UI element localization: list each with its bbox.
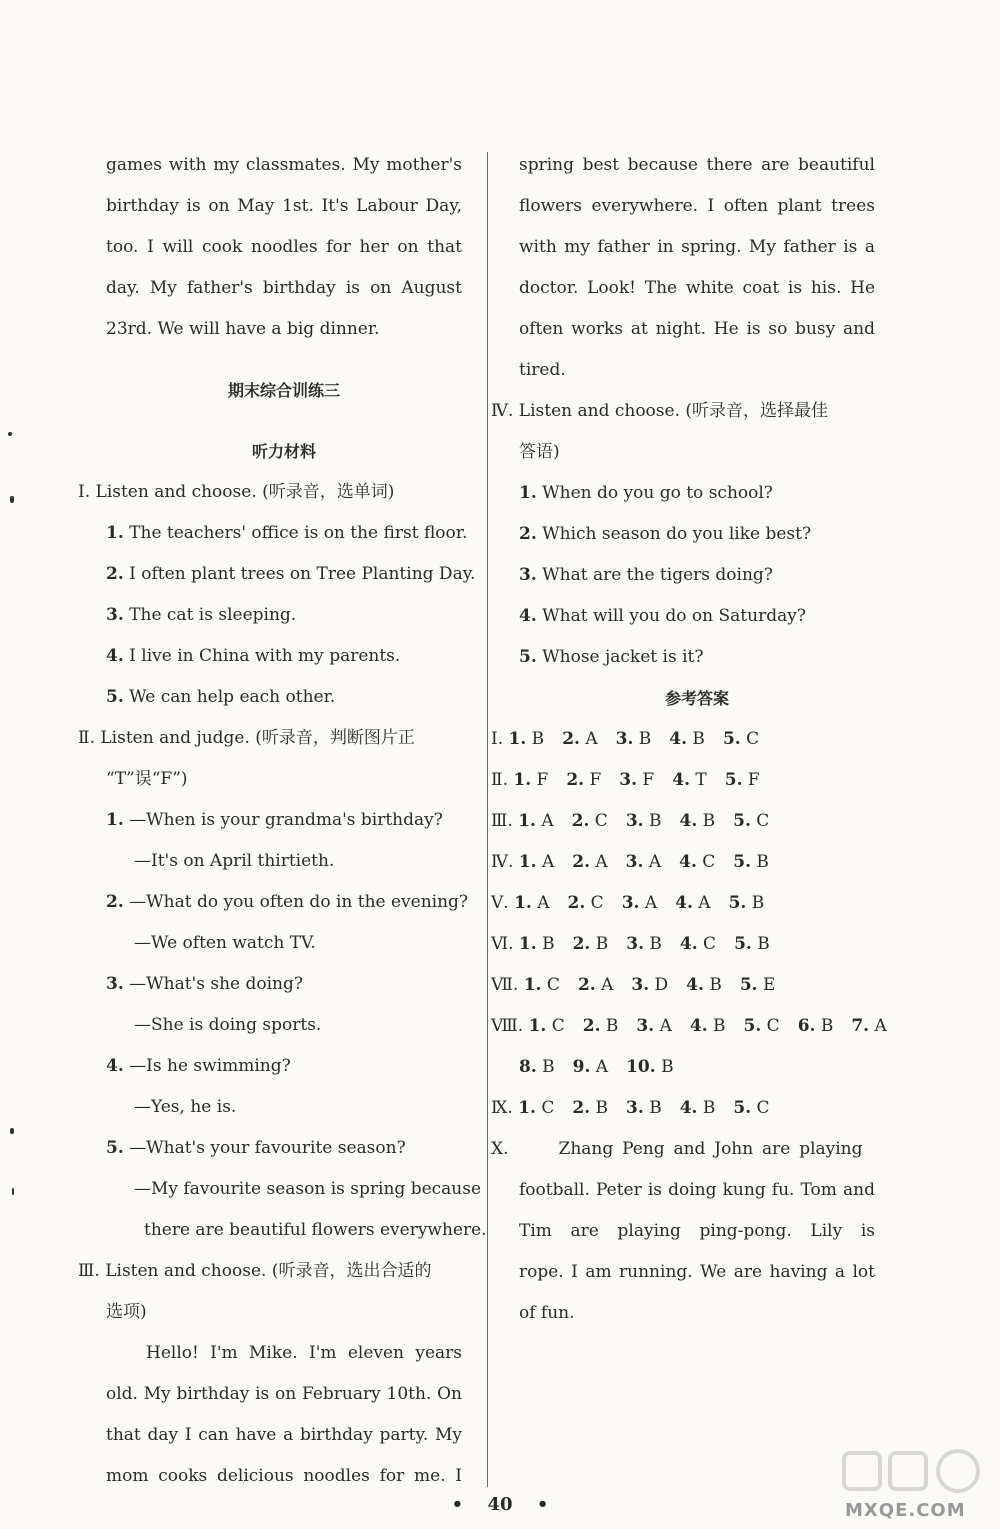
answer-number: 4.: [679, 852, 697, 872]
answer-value: C: [740, 729, 760, 749]
answer-number: 5.: [733, 811, 751, 831]
answer-number: 2.: [572, 934, 591, 954]
bullet-icon: •: [451, 1494, 464, 1515]
text-line: tired.: [519, 360, 566, 380]
text-line: day. My father's birthday is on August: [106, 278, 462, 298]
answer-value: B: [746, 893, 765, 913]
item-text: When do you go to school?: [542, 483, 773, 503]
section-numeral: Ⅲ: [78, 1261, 95, 1281]
section-numeral: Ⅳ: [491, 401, 508, 421]
section-title-text: . Listen and choose. (听录音，选择最佳: [507, 401, 829, 421]
answer-value: B: [655, 1057, 674, 1077]
answer-number: 7.: [851, 1016, 870, 1036]
scan-mark: [10, 496, 14, 503]
item-number: 4.: [106, 1056, 124, 1076]
answer-row: Ⅳ. 1. A 2. A 3. A 4. C 5. B: [491, 852, 769, 872]
answer-value: B: [536, 1057, 555, 1077]
answer-value: B: [600, 1016, 619, 1036]
text-line: too. I will cook noodles for her on that: [106, 237, 462, 257]
answer-value: B: [697, 1098, 716, 1118]
item-text: —Is he swimming?: [129, 1056, 291, 1076]
dialog-answer: —We often watch TV.: [134, 933, 316, 953]
answer-value: A: [639, 893, 658, 913]
answer-numeral: Ⅸ: [491, 1098, 508, 1118]
answer-value: A: [595, 975, 614, 995]
answer-value: A: [590, 1057, 609, 1077]
answer-value: A: [531, 893, 550, 913]
answer-row: Ⅶ. 1. C 2. A 3. D 4. B 5. E: [491, 975, 776, 995]
item-number: 5.: [519, 647, 537, 667]
section-title-cont: “T”误“F”): [106, 769, 188, 789]
item-text: —When is your grandma's birthday?: [129, 810, 443, 830]
answer-value: B: [643, 1098, 662, 1118]
dialog-answer: —Yes, he is.: [134, 1097, 237, 1117]
item-text: Which season do you like best?: [542, 524, 812, 544]
item-number: 1.: [106, 523, 124, 543]
answer-value: F: [531, 770, 549, 790]
paragraph-line: of fun.: [519, 1303, 575, 1323]
answer-number: 1.: [513, 770, 532, 790]
answer-number: 3.: [626, 1098, 644, 1118]
answer-value: A: [589, 852, 608, 872]
scan-mark: [10, 1128, 14, 1134]
answer-row: Ⅷ. 1. C 2. B 3. A 4. B 5. C 6. B 7. A: [491, 1016, 887, 1036]
text-line: often works at night. He is so busy and: [519, 319, 875, 339]
answer-number: 5.: [734, 934, 752, 954]
dialog-question: [106, 882, 469, 923]
answer-numeral: Ⅴ: [491, 893, 504, 913]
item-number: 2.: [519, 524, 537, 544]
item-text: We can help each other.: [129, 687, 336, 707]
answer-numeral: Ⅱ: [491, 770, 503, 790]
column-divider: [487, 152, 488, 1487]
answer-number: 5.: [743, 1016, 762, 1036]
item-text: Whose jacket is it?: [542, 647, 704, 667]
section-title: [78, 472, 462, 513]
section-numeral: Ⅱ: [78, 728, 90, 748]
section-title: [491, 1129, 875, 1170]
list-item: [106, 677, 462, 718]
answer-value: C: [751, 1098, 770, 1118]
answer-value: C: [696, 852, 716, 872]
answer-numeral: Ⅳ: [491, 852, 508, 872]
section-title-cont: 答语): [519, 442, 560, 462]
section-title-text: . Listen and choose. (听录音，选出合适的: [94, 1261, 432, 1281]
answer-value: T: [689, 770, 707, 790]
section-title-cont: 选项): [106, 1302, 147, 1322]
answer-number: 3.: [625, 852, 644, 872]
answer-value: A: [643, 852, 662, 872]
answer-number: 4.: [679, 811, 698, 831]
answers-heading: 参考答案: [664, 689, 729, 708]
answer-numeral: Ⅰ: [491, 729, 498, 749]
answer-value: C: [535, 1098, 555, 1118]
item-text: The teachers' office is on the first floor.: [129, 523, 468, 543]
answer-number: 1.: [518, 934, 537, 954]
answer-number: 6.: [797, 1016, 816, 1036]
answer-value: A: [654, 1016, 672, 1036]
list-item: [519, 473, 875, 514]
answer-number: 5.: [733, 1098, 752, 1118]
answer-number: 3.: [626, 934, 644, 954]
answer-number: 2.: [567, 893, 586, 913]
item-number: 5.: [106, 1138, 124, 1158]
answer-row: Ⅱ. 1. F 2. F 3. F 4. T 5. F: [491, 770, 760, 790]
answer-number: 5.: [728, 893, 747, 913]
answer-value: D: [649, 975, 669, 995]
answer-value: B: [536, 934, 555, 954]
answer-value: B: [815, 1016, 834, 1036]
item-number: 1.: [519, 483, 537, 503]
item-number: 5.: [106, 687, 124, 707]
watermark-text: MXQE.COM: [845, 1500, 966, 1521]
answer-value: B: [687, 729, 705, 749]
item-text: What are the tigers doing?: [542, 565, 773, 585]
answer-number: 4.: [689, 1016, 708, 1036]
section-numeral: Ⅰ: [78, 482, 85, 502]
answer-number: 2.: [566, 770, 585, 790]
paragraph-line: Hello! I'm Mike. I'm eleven years: [146, 1343, 462, 1363]
paragraph-line: rope. I am running. We are having a lot: [519, 1262, 875, 1282]
answer-number: 1.: [518, 1098, 536, 1118]
item-number: 1.: [106, 810, 124, 830]
dialog-question: [106, 964, 462, 1005]
answer-number: 1.: [523, 975, 542, 995]
item-number: 2.: [106, 892, 124, 912]
scan-mark: [8, 432, 12, 436]
answer-key: [491, 719, 887, 1129]
answer-number: 2.: [577, 975, 596, 995]
answer-number: 2.: [572, 852, 590, 872]
answer-number: 3.: [631, 975, 650, 995]
dialog-answer: —She is doing sports.: [134, 1015, 322, 1035]
list-item: [106, 554, 476, 595]
sub-heading: 听力材料: [251, 442, 316, 461]
answer-numeral: Ⅶ: [491, 975, 513, 995]
answer-number: 4.: [675, 893, 693, 913]
answer-value: B: [590, 1098, 609, 1118]
answer-numeral: Ⅵ: [491, 934, 509, 954]
text-line: games with my classmates. My mother's: [106, 155, 462, 175]
dialog-question: [106, 800, 462, 841]
page-number-text: 40: [487, 1494, 513, 1515]
answer-value: C: [546, 1016, 565, 1036]
answer-number: 9.: [572, 1057, 591, 1077]
text-line: 23rd. We will have a big dinner.: [106, 319, 380, 339]
item-text: —What's she doing?: [129, 974, 303, 994]
answer-numeral: Ⅲ: [491, 811, 508, 831]
answer-value: B: [703, 975, 722, 995]
text-line: birthday is on May 1st. It's Labour Day,: [106, 196, 462, 216]
item-number: 4.: [519, 606, 537, 626]
answer-value: C: [750, 811, 770, 831]
list-item: [106, 513, 468, 554]
right-column: [491, 145, 887, 1334]
answer-number: 4.: [679, 1098, 698, 1118]
item-text: —What's your favourite season?: [129, 1138, 406, 1158]
paragraph-line: football. Peter is doing kung fu. Tom and: [519, 1180, 875, 1200]
item-text: The cat is sleeping.: [129, 605, 297, 625]
paragraph-line: Zhang Peng and John are playing: [558, 1139, 863, 1159]
answer-value: B: [590, 934, 609, 954]
answer-numeral: Ⅷ: [491, 1016, 518, 1036]
bullet-icon: •: [536, 1494, 549, 1515]
text-line: with my father in spring. My father is a: [519, 237, 875, 257]
dialog-question: [106, 1128, 462, 1169]
text-line: doctor. Look! The white coat is his. He: [519, 278, 875, 298]
answer-number: 3.: [625, 811, 644, 831]
list-item: [106, 595, 462, 636]
answer-number: 1.: [508, 729, 527, 749]
list-item: [106, 636, 462, 677]
answer-number: 1.: [518, 811, 536, 831]
answer-value: B: [707, 1016, 726, 1036]
item-number: 3.: [106, 974, 124, 994]
answer-value: F: [584, 770, 602, 790]
section-title-text: . Listen and judge. (听录音，判断图片正: [89, 728, 415, 748]
answer-number: 4.: [669, 729, 688, 749]
paragraph-line: Tim are playing ping-pong. Lily is: [519, 1221, 875, 1241]
answer-value: B: [697, 811, 716, 831]
answer-number: 2.: [571, 811, 590, 831]
answer-number: 3.: [636, 1016, 655, 1036]
answer-row: Ⅲ. 1. A 2. C 3. B 4. B 5. C: [491, 811, 770, 831]
dialog-answer: —My favourite season is spring because: [134, 1179, 482, 1199]
section-title: [78, 1251, 462, 1292]
answer-number: 3.: [621, 893, 640, 913]
answer-number: 5.: [739, 975, 758, 995]
answer-value: C: [589, 811, 608, 831]
answer-number: 3.: [615, 729, 634, 749]
item-number: 3.: [106, 605, 124, 625]
dialog-question: [106, 1046, 462, 1087]
answer-number: 1.: [518, 852, 537, 872]
scan-mark: [12, 1188, 14, 1195]
answer-number: 2.: [572, 1098, 591, 1118]
answer-value: F: [742, 770, 760, 790]
item-text: What will you do on Saturday?: [542, 606, 806, 626]
answer-number: 8.: [519, 1057, 537, 1077]
text-line: flowers everywhere. I often plant trees: [519, 196, 875, 216]
section-title: [491, 391, 875, 432]
answer-value: C: [541, 975, 560, 995]
list-item: [519, 596, 875, 637]
paragraph-line: that day I can have a birthday party. My: [106, 1425, 462, 1445]
answer-value: F: [637, 770, 655, 790]
item-number: 2.: [106, 564, 124, 584]
answer-number: 1.: [528, 1016, 547, 1036]
answer-value: B: [643, 811, 662, 831]
answer-value: A: [869, 1016, 887, 1036]
answer-value: A: [692, 893, 711, 913]
list-item: [519, 514, 875, 555]
answer-number: 4.: [679, 934, 698, 954]
answer-value: B: [643, 934, 662, 954]
answer-row: Ⅸ. 1. C 2. B 3. B 4. B 5. C: [491, 1098, 770, 1118]
item-text: —What do you often do in the evening?: [129, 892, 469, 912]
section-title: [78, 718, 462, 759]
answer-row: Ⅴ. 1. A 2. C 3. A 4. A 5. B: [491, 893, 765, 913]
answer-number: 4.: [672, 770, 690, 790]
answer-value: B: [751, 852, 769, 872]
section-title-text: . Listen and choose. (听录音，选单词): [84, 482, 395, 502]
answer-value: B: [633, 729, 652, 749]
answer-number: 4.: [686, 975, 704, 995]
answer-value: C: [697, 934, 717, 954]
answer-value: C: [761, 1016, 780, 1036]
answer-value: E: [757, 975, 776, 995]
item-text: I live in China with my parents.: [129, 646, 401, 666]
answer-row: Ⅵ. 1. B 2. B 3. B 4. C 5. B: [491, 934, 770, 954]
item-text: I often plant trees on Tree Planting Day.: [129, 564, 476, 584]
answer-number: 10.: [626, 1057, 656, 1077]
answer-number: 5.: [724, 770, 743, 790]
answer-number: 3.: [619, 770, 638, 790]
paragraph-line: mom cooks delicious noodles for me. I: [106, 1466, 462, 1486]
dialog-answer-cont: there are beautiful flowers everywhere.: [144, 1220, 487, 1240]
section-numeral: Ⅹ.: [491, 1139, 509, 1159]
answer-row: Ⅰ. 1. B 2. A 3. B 4. B 5. C: [491, 729, 760, 749]
answer-value: A: [579, 729, 598, 749]
answer-number: 2.: [562, 729, 580, 749]
answer-row: [491, 1047, 875, 1088]
list-item: [519, 637, 875, 678]
answer-number: 5.: [733, 852, 752, 872]
answer-value: A: [536, 852, 555, 872]
answer-number: 2.: [582, 1016, 601, 1036]
answer-number: 5.: [722, 729, 741, 749]
paragraph-line: old. My birthday is on February 10th. On: [106, 1384, 462, 1404]
item-number: 4.: [106, 646, 124, 666]
answer-number: 1.: [514, 893, 532, 913]
list-item: [519, 555, 875, 596]
text-line: spring best because there are beautiful: [519, 155, 875, 175]
item-number: 3.: [519, 565, 537, 585]
answer-value: C: [585, 893, 604, 913]
answer-value: B: [526, 729, 545, 749]
section-heading: 期末综合训练三: [227, 381, 340, 400]
left-column: [78, 145, 487, 1497]
answer-value: A: [535, 811, 554, 831]
dialog-answer: —It's on April thirtieth.: [134, 851, 335, 871]
answer-value: B: [751, 934, 770, 954]
